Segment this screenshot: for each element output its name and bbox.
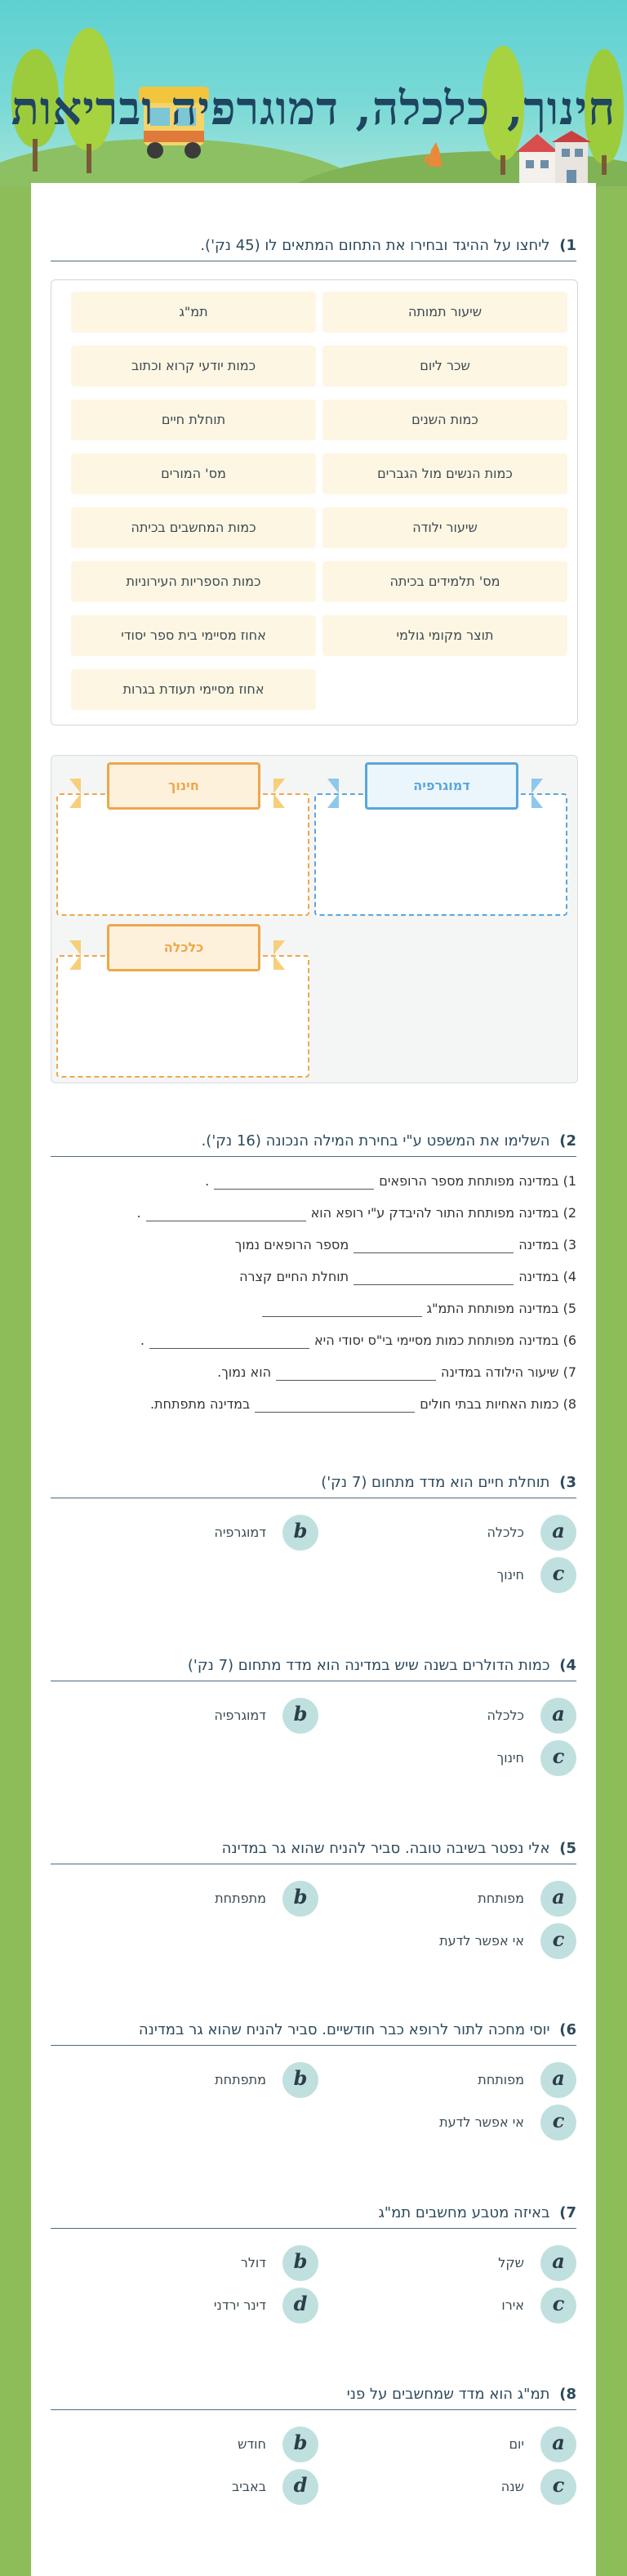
question-number: 4): [559, 1657, 576, 1674]
fill-line: 6) במדינה מפותחת כמות מסיימי בי"ס יסודי היא.: [140, 1333, 576, 1348]
fill-line: 2) במדינה מפותחת התור להיבדק ע"י רופא הוא.: [136, 1205, 576, 1221]
option-b[interactable]: b חודש: [73, 2426, 318, 2466]
draggable-chip[interactable]: שכר ליום: [322, 346, 567, 386]
worksheet: [31, 183, 596, 2576]
question-3: [51, 1474, 576, 1605]
question-text: תוחלת חיים הוא מדד מתחום (7 נק'): [321, 1474, 550, 1491]
blank-dropdown[interactable]: [262, 1301, 422, 1317]
blank-dropdown[interactable]: [146, 1206, 306, 1221]
page-title: חינוך, כלכלה, דמוגרפיה ובריאות: [11, 82, 616, 136]
question-5: [51, 1840, 576, 1971]
draggable-chip[interactable]: כמות השנים: [322, 400, 567, 440]
question-2: [51, 1132, 576, 1420]
question-title: [51, 2386, 576, 2410]
question-text: השלימו את המשפט ע"י בחירת המילה הנכונה (16 נק').: [201, 1132, 550, 1150]
fill-line: 5) במדינה מפותחת התמ"ג: [51, 1292, 576, 1324]
option-a[interactable]: a כלכלה: [331, 1515, 576, 1554]
option-c[interactable]: c חינוך: [331, 1557, 576, 1596]
draggable-chip[interactable]: כמות המחשבים בכיתה: [71, 507, 316, 548]
question-7: [51, 2204, 576, 2335]
question-title: [51, 237, 576, 261]
question-number: 5): [559, 1840, 576, 1857]
fill-line: 7) שיעור הילודה במדינההוא נמוך.: [217, 1364, 576, 1380]
question-title: [51, 1840, 576, 1864]
option-c[interactable]: c חינוך: [331, 1740, 576, 1779]
header-banner: [0, 0, 627, 186]
question-number: 1): [559, 237, 576, 254]
option-c[interactable]: c שנה: [331, 2469, 576, 2508]
draggable-chip[interactable]: תוצר מקומי גולמי: [322, 615, 567, 656]
chip-bank: [51, 279, 578, 725]
question-text: תמ"ג הוא מדד שמחשבים על פני: [346, 2386, 550, 2403]
house-icon: [513, 131, 594, 186]
fill-line: 4) במדינהתוחלת החיים קצרה: [239, 1269, 576, 1284]
option-a[interactable]: a מפותחת: [331, 2062, 576, 2101]
question-title: [51, 1132, 576, 1157]
draggable-chip[interactable]: כמות הספריות העירוניות: [71, 561, 316, 602]
option-c[interactable]: c אי אפשר לדעת: [331, 1923, 576, 1962]
blank-dropdown[interactable]: [276, 1365, 436, 1381]
drop-zone-demography[interactable]: [314, 793, 567, 916]
zone-label-demography: דמוגרפיה: [365, 762, 518, 810]
question-number: 7): [559, 2204, 576, 2221]
fill-in-list: [51, 1165, 576, 1420]
question-text: כמות הדולרים בשנה שיש במדינה הוא מדד מתחום (7 נק'): [187, 1657, 550, 1674]
question-title: [51, 2204, 576, 2229]
option-b[interactable]: b דמוגרפיה: [73, 1515, 318, 1554]
question-6: [51, 2021, 576, 2152]
option-d[interactable]: d דינר ירדני: [73, 2288, 318, 2327]
question-1: [51, 237, 576, 261]
draggable-chip[interactable]: אחוז מסיימי בית ספר יסודי: [71, 615, 316, 656]
question-number: 8): [559, 2386, 576, 2403]
drop-zone-economy[interactable]: [56, 955, 309, 1078]
blank-dropdown[interactable]: [255, 1397, 415, 1413]
draggable-chip[interactable]: שיעור תמותה: [322, 292, 567, 333]
question-8: [51, 2386, 576, 2516]
option-d[interactable]: d באביב: [73, 2469, 318, 2508]
zone-label-education: חינוך: [107, 762, 260, 810]
blank-dropdown[interactable]: [354, 1238, 514, 1253]
question-text: אלי נפטר בשיבה טובה. סביר להניח שהוא גר במדינה: [221, 1840, 550, 1857]
zone-label-economy: כלכלה: [107, 924, 260, 971]
option-b[interactable]: b מתפתחת: [73, 1881, 318, 1920]
question-title: [51, 1657, 576, 1681]
drop-zones-area: [51, 755, 578, 1083]
drop-zone-education[interactable]: [56, 793, 309, 916]
option-a[interactable]: a יום: [331, 2426, 576, 2466]
draggable-chip[interactable]: תוחלת חיים: [71, 400, 316, 440]
draggable-chip[interactable]: שיעור ילודה: [322, 507, 567, 548]
fill-line: 3) במדינהמספר הרופאים נמוך: [234, 1237, 576, 1252]
question-text: באיזה מטבע מחשבים תמ"ג: [378, 2204, 550, 2221]
draggable-chip[interactable]: מס' המורים: [71, 453, 316, 494]
option-b[interactable]: b דולר: [73, 2245, 318, 2284]
option-b[interactable]: b מתפתחת: [73, 2062, 318, 2101]
draggable-chip[interactable]: מס' תלמידים בכיתה: [322, 561, 567, 602]
option-c[interactable]: c אי אפשר לדעת: [331, 2105, 576, 2144]
option-c[interactable]: c אירו: [331, 2288, 576, 2327]
draggable-chip[interactable]: אחוז מסיימי תעודת בגרות: [71, 669, 316, 710]
option-b[interactable]: b דמוגרפיה: [73, 1698, 318, 1737]
option-a[interactable]: a מפותחת: [331, 1881, 576, 1920]
question-text: יוסי מחכה לתור לרופא כבר חודשיים. סביר להניח שהוא גר במדינה: [138, 2021, 550, 2038]
question-4: [51, 1657, 576, 1788]
draggable-chip[interactable]: תמ"ג: [71, 292, 316, 333]
question-number: 6): [559, 2021, 576, 2038]
question-title: [51, 2021, 576, 2046]
blank-dropdown[interactable]: [149, 1333, 309, 1349]
blank-dropdown[interactable]: [214, 1174, 374, 1190]
fill-line: 1) במדינה מפותחת מספר הרופאים.: [205, 1173, 576, 1189]
fox-icon: [425, 139, 446, 168]
option-a[interactable]: a כלכלה: [331, 1698, 576, 1737]
fill-line: 8) כמות האחיות בבתי חוליםבמדינה מתפתחת.: [149, 1396, 576, 1412]
question-number: 2): [559, 1132, 576, 1150]
draggable-chip[interactable]: כמות יודעי קרוא וכתוב: [71, 346, 316, 386]
option-a[interactable]: a שקל: [331, 2245, 576, 2284]
draggable-chip[interactable]: כמות הנשים מול הגברים: [322, 453, 567, 494]
blank-dropdown[interactable]: [354, 1270, 514, 1285]
question-text: ליחצו על ההיגד ובחירו את התחום המתאים לו (45 נק').: [200, 237, 550, 254]
question-number: 3): [559, 1474, 576, 1491]
question-title: [51, 1474, 576, 1498]
